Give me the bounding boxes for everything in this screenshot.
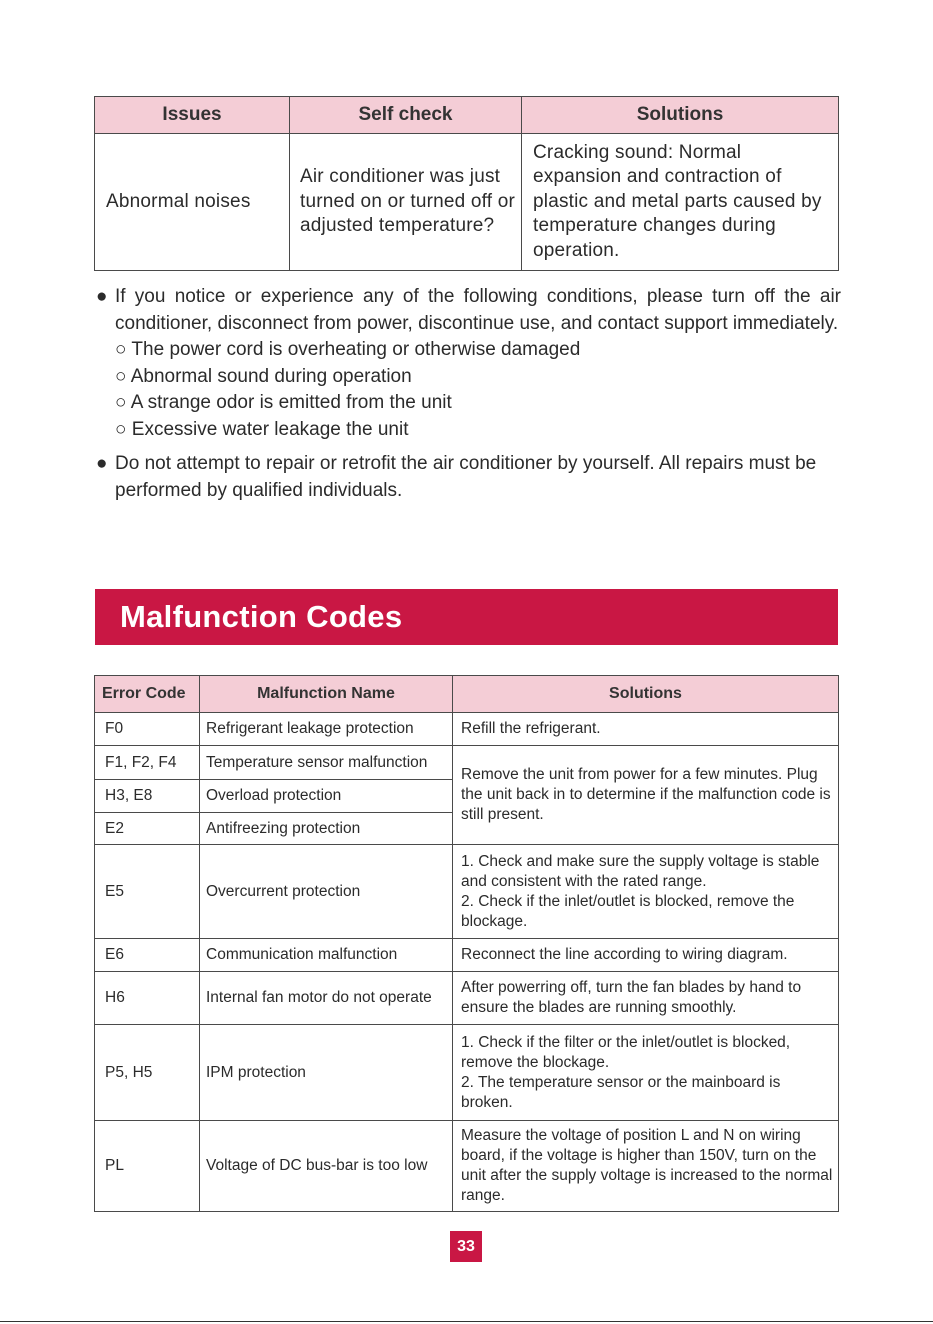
malfunction-codes-table bbox=[94, 675, 839, 1212]
warning-text-2: Do not attempt to repair or retrofit the air conditioner by yourself. All repairs must be performed by qualified individuals. bbox=[115, 453, 817, 501]
codes-header-row bbox=[95, 676, 839, 713]
warning-bullet-2 bbox=[96, 451, 841, 504]
condition-item: ○ Excessive water leakage the unit bbox=[115, 418, 409, 440]
solution-text: Remove the unit from power for a few minutes. Plug the unit back in to determine if the malfunction code is still present. bbox=[453, 746, 839, 845]
self-check-header: Self check bbox=[290, 97, 522, 134]
malfunction-name: Refrigerant leakage protection bbox=[200, 713, 453, 746]
bullet-dot-icon: ● bbox=[96, 453, 108, 474]
table-row bbox=[95, 845, 839, 939]
issues-row bbox=[95, 134, 839, 271]
table-row bbox=[95, 939, 839, 972]
table-row bbox=[95, 746, 839, 780]
solutions-header: Solutions bbox=[453, 676, 839, 713]
warning-text-1: If you notice or experience any of the following conditions, please turn off the air conditioner, disconnect from power, discontinue use, and contact support immediately. bbox=[115, 286, 841, 334]
malfunction-name: IPM protection bbox=[200, 1025, 453, 1121]
error-code: H6 bbox=[95, 972, 200, 1025]
solution-text: Reconnect the line according to wiring diagram. bbox=[453, 939, 839, 972]
malfunction-name: Overcurrent protection bbox=[200, 845, 453, 939]
table-row bbox=[95, 1025, 839, 1121]
issues-header-row bbox=[95, 97, 839, 134]
warning-list bbox=[96, 284, 841, 504]
error-code: F0 bbox=[95, 713, 200, 746]
error-code: E5 bbox=[95, 845, 200, 939]
error-code: H3, E8 bbox=[95, 780, 200, 813]
malfunction-name: Voltage of DC bus-bar is too low bbox=[200, 1121, 453, 1212]
solution-text: Measure the voltage of position L and N on wiring board, if the voltage is higher than 150V, turn on the unit after the supply voltage is increased to the normal range. bbox=[453, 1121, 839, 1212]
condition-item: ○ Abnormal sound during operation bbox=[115, 365, 412, 387]
malfunction-name: Overload protection bbox=[200, 780, 453, 813]
table-row bbox=[95, 1121, 839, 1212]
solutions-header: Solutions bbox=[522, 97, 839, 134]
condition-item: ○ The power cord is overheating or otherwise damaged bbox=[115, 339, 581, 360]
solution-text: After powerring off, turn the fan blades by hand to ensure the blades are running smoothly. bbox=[453, 972, 839, 1025]
solution-text: Refill the refrigerant. bbox=[453, 713, 839, 746]
error-code-header: Error Code bbox=[95, 676, 200, 713]
condition-item: ○ A strange odor is emitted from the unit bbox=[115, 392, 452, 413]
error-code: E6 bbox=[95, 939, 200, 972]
table-row bbox=[95, 972, 839, 1025]
issues-header: Issues bbox=[95, 97, 290, 134]
issue-cell: Abnormal noises bbox=[95, 134, 290, 271]
table-row bbox=[95, 713, 839, 746]
bullet-dot-icon: ● bbox=[96, 286, 108, 307]
page-number: 33 bbox=[450, 1231, 482, 1262]
section-banner bbox=[95, 589, 838, 645]
solution-text: 1. Check if the filter or the inlet/outlet is blocked, remove the blockage. 2. The temperature sensor or the mainboard is broken. bbox=[453, 1025, 839, 1121]
solution-text: 1. Check and make sure the supply voltage is stable and consistent with the rated range. 2. Check if the inlet/outlet is blocked, remove the blockage. bbox=[453, 845, 839, 939]
issues-table bbox=[94, 96, 839, 271]
error-code: E2 bbox=[95, 813, 200, 845]
error-code: P5, H5 bbox=[95, 1025, 200, 1121]
malfunction-name-header: Malfunction Name bbox=[200, 676, 453, 713]
malfunction-name: Temperature sensor malfunction bbox=[200, 746, 453, 780]
malfunction-name: Internal fan motor do not operate bbox=[200, 972, 453, 1025]
bottom-divider bbox=[0, 1321, 933, 1322]
error-code: PL bbox=[95, 1121, 200, 1212]
error-code: F1, F2, F4 bbox=[95, 746, 200, 780]
malfunction-name: Communication malfunction bbox=[200, 939, 453, 972]
section-title: Malfunction Codes bbox=[120, 599, 403, 634]
malfunction-name: Antifreezing protection bbox=[200, 813, 453, 845]
self-check-cell: Air conditioner was just turned on or turned off or adjusted temperature? bbox=[290, 134, 522, 271]
solution-cell: Cracking sound: Normal expansion and contraction of plastic and metal parts caused by temperature changes during operation. bbox=[522, 134, 839, 271]
warning-bullet-1 bbox=[96, 284, 841, 443]
